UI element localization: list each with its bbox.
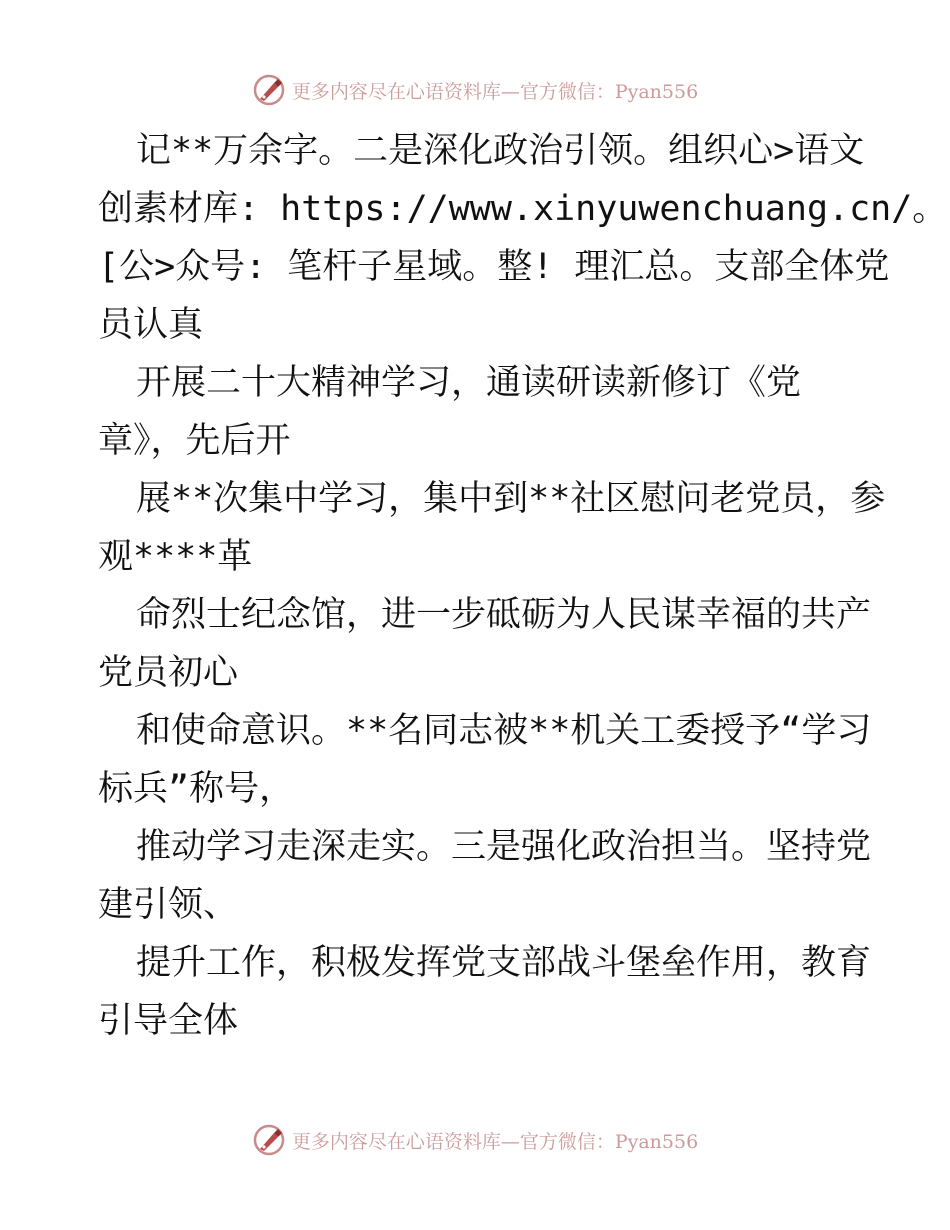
body-text xyxy=(98,122,948,1050)
footer-banner xyxy=(0,1120,950,1160)
body-line: 展**次集中学习，集中到**社区慰问老党员，参 xyxy=(136,479,886,519)
body-line: 和使命意识。**名同志被**机关工委授予“学习 xyxy=(136,711,872,751)
body-line: 建引领、 xyxy=(98,885,239,925)
footer-banner-text: 更多内容尽在心语资料库—官方微信：Pyan556 xyxy=(291,1130,699,1153)
body-line: 员认真 xyxy=(98,305,204,345)
body-line: 观****革 xyxy=(98,537,253,577)
body-line: 章》，先后开 xyxy=(98,421,291,461)
body-line: 创素材库: https://www.xinyuwenchuang.cn/。 xyxy=(98,189,948,229)
body-line: 引导全体 xyxy=(98,1001,239,1041)
header-banner-text: 更多内容尽在心语资料库—官方微信：Pyan556 xyxy=(291,80,699,103)
body-line: 提升工作，积极发挥党支部战斗堡垒作用，教育 xyxy=(136,943,872,983)
body-line: 推动学习走深走实。三是强化政治担当。坚持党 xyxy=(136,827,872,867)
body-line: 记**万余字。二是深化政治引领。组织心>语文 xyxy=(136,131,865,171)
body-line: 命烈士纪念馆，进一步砥砺为人民谋幸福的共产 xyxy=(136,595,872,635)
header-banner xyxy=(0,70,950,110)
pen-nib-logo-icon xyxy=(252,1123,286,1157)
body-line: 党员初心 xyxy=(98,653,239,693)
body-line: 开展二十大精神学习，通读研读新修订《党 xyxy=(136,363,802,403)
body-line: [公>众号: 笔杆子星域。整! 理汇总。支部全体党 xyxy=(98,247,890,287)
body-line: 标兵”称号， xyxy=(98,769,295,809)
pen-nib-logo-icon xyxy=(252,73,286,107)
